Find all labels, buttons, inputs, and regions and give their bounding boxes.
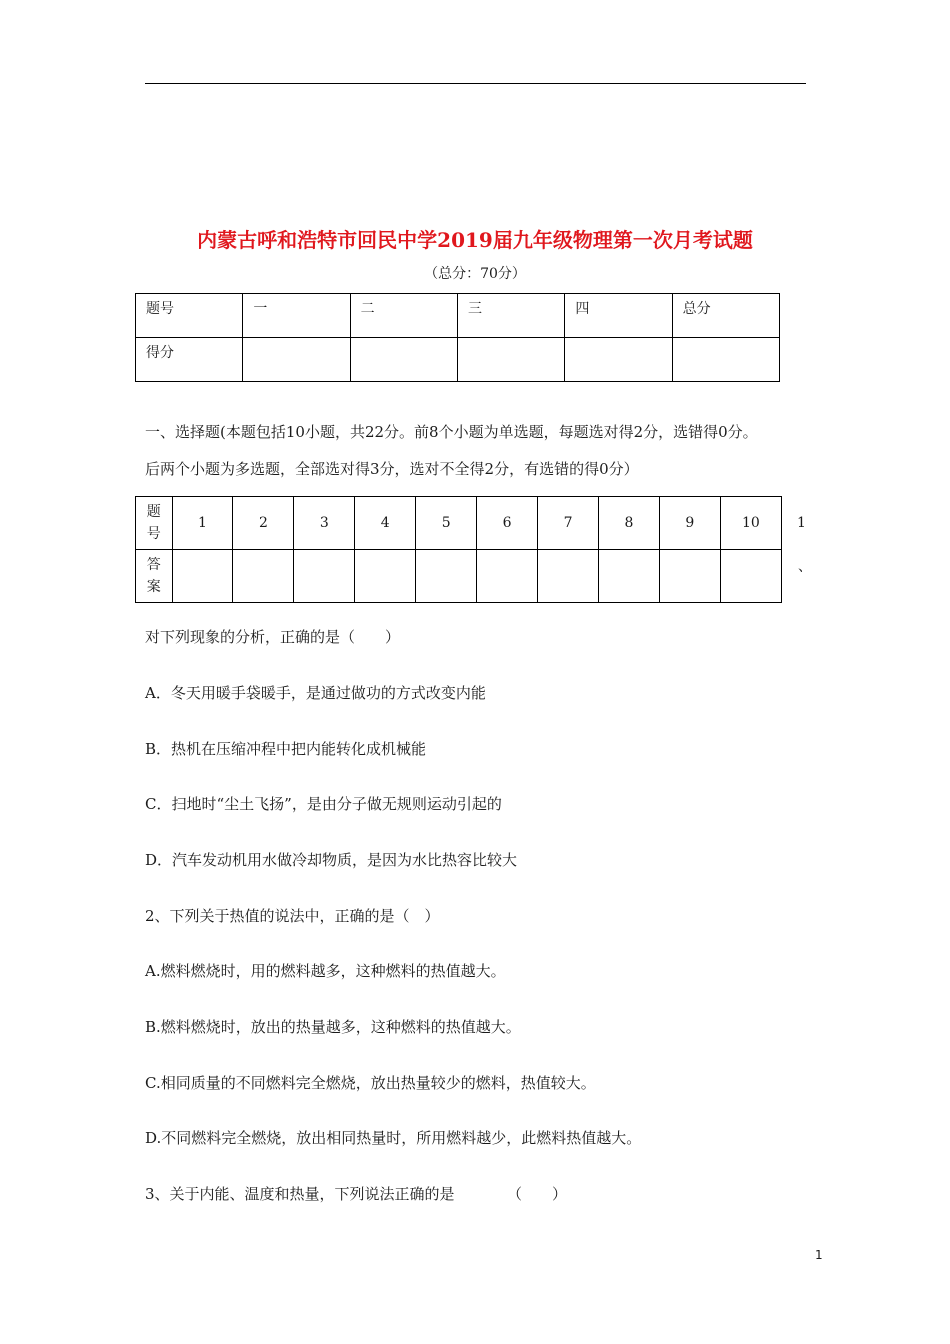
score-header-cell: 二 <box>350 294 457 338</box>
question-number-cell: 1 <box>172 497 233 550</box>
question-3-stem: 3、关于内能、温度和热量，下列说法正确的是 （ ） <box>145 1185 568 1203</box>
question-1-option-a: A．冬天用暖手袋暖手，是通过做功的方式改变内能 <box>145 684 486 702</box>
header-rule <box>145 83 806 84</box>
answer-cell[interactable] <box>233 550 294 603</box>
question-number-cell: 10 <box>720 497 781 550</box>
answer-table-row-header: 答 案 <box>136 550 173 603</box>
page-number: 1 <box>815 1248 823 1262</box>
question-2-option-a: A.燃料燃烧时，用的燃料越多，这种燃料的热值越大。 <box>145 962 506 980</box>
question-2-option-b: B.燃料燃烧时，放出的热量越多，这种燃料的热值越大。 <box>145 1018 521 1036</box>
score-header-cell: 三 <box>457 294 564 338</box>
question-number-cell: 8 <box>598 497 659 550</box>
score-table-header-row <box>136 294 780 338</box>
section1-heading-line2: 后两个小题为多选题，全部选对得3分，选对不全得2分，有选错的得0分） <box>145 460 639 478</box>
question-number-cell: 2 <box>233 497 294 550</box>
question-1-number-mark: 、 <box>798 559 812 575</box>
score-input-cell[interactable] <box>243 338 350 382</box>
answer-table-row-header: 题 号 <box>136 497 173 550</box>
score-header-cell: 一 <box>243 294 350 338</box>
exam-title: 内蒙古呼和浩特市回民中学2019届九年级物理第一次月考试题 <box>197 228 753 252</box>
question-2-option-d: D.不同燃料完全燃烧，放出相同热量时，所用燃料越少，此燃料热值越大。 <box>145 1129 642 1147</box>
answer-cell[interactable] <box>598 550 659 603</box>
question-number-cell: 9 <box>659 497 720 550</box>
score-table <box>135 293 780 382</box>
question-number-cell: 6 <box>477 497 538 550</box>
answer-table-answer-row <box>136 550 782 603</box>
question-1-option-b: B．热机在压缩冲程中把内能转化成机械能 <box>145 740 427 758</box>
score-input-cell[interactable] <box>457 338 564 382</box>
question-1-option-c: C．扫地时“尘土飞扬”，是由分子做无规则运动引起的 <box>145 795 502 813</box>
score-header-cell: 题号 <box>136 294 243 338</box>
score-input-cell[interactable] <box>672 338 779 382</box>
score-input-cell[interactable] <box>565 338 672 382</box>
score-header-cell: 总分 <box>672 294 779 338</box>
answer-table-number-row <box>136 497 782 550</box>
question-number-cell: 3 <box>294 497 355 550</box>
question-1-stem: 对下列现象的分析，正确的是（ ） <box>145 628 401 646</box>
answer-cell[interactable] <box>538 550 599 603</box>
answer-cell[interactable] <box>294 550 355 603</box>
question-2-stem: 2、下列关于热值的说法中，正确的是（ ） <box>145 907 440 925</box>
score-header-cell: 四 <box>565 294 672 338</box>
score-table-score-row <box>136 338 780 382</box>
answer-table <box>135 496 782 603</box>
score-input-cell[interactable] <box>350 338 457 382</box>
question-1-number: 1 <box>797 515 806 531</box>
question-number-cell: 5 <box>416 497 477 550</box>
section1-heading-line1: 一、选择题(本题包括10小题，共22分。前8个小题为单选题，每题选对得2分，选错得0分。 <box>145 423 758 441</box>
score-row-label: 得分 <box>136 338 243 382</box>
answer-cell[interactable] <box>172 550 233 603</box>
question-1-option-d: D．汽车发动机用水做冷却物质，是因为水比热容比较大 <box>145 851 518 869</box>
question-number-cell: 4 <box>355 497 416 550</box>
answer-cell[interactable] <box>477 550 538 603</box>
answer-cell[interactable] <box>416 550 477 603</box>
total-score-note: （总分：70分） <box>424 266 526 282</box>
question-2-option-c: C.相同质量的不同燃料完全燃烧，放出热量较少的燃料，热值较大。 <box>145 1074 596 1092</box>
answer-cell[interactable] <box>720 550 781 603</box>
answer-cell[interactable] <box>659 550 720 603</box>
question-number-cell: 7 <box>538 497 599 550</box>
answer-cell[interactable] <box>355 550 416 603</box>
